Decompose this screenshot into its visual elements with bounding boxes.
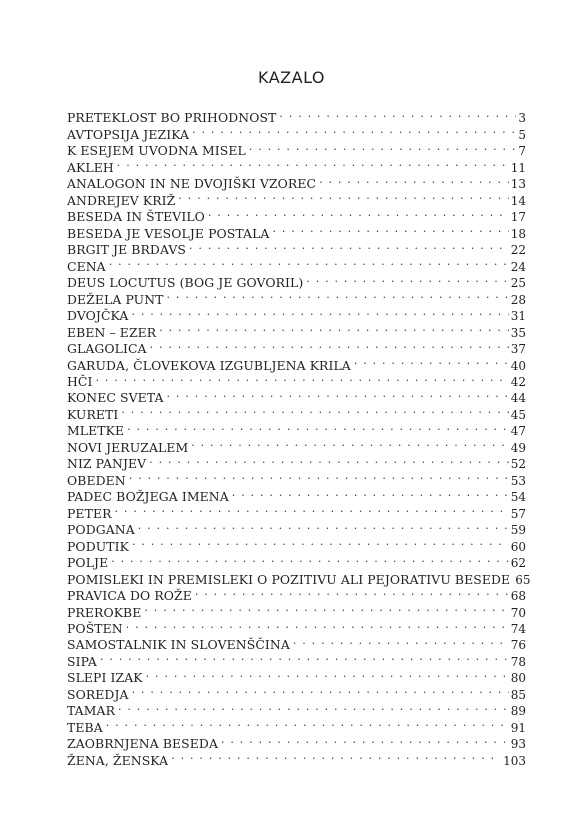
toc-entry-title: PODGANA xyxy=(67,522,135,538)
toc-entry xyxy=(67,320,526,340)
toc-entry-title: PREROKBE xyxy=(67,604,142,620)
toc-entry-title: BRGIT JE BRDAVS xyxy=(67,242,187,258)
toc-entry-title: ANALOGON IN NE DVOJIŠKI VZOREC xyxy=(67,176,317,192)
toc-entry-title: AVTOPSIJA JEZIKA xyxy=(67,126,190,142)
toc-entry-page-number: 80 xyxy=(510,671,526,686)
dot-leader xyxy=(195,584,509,600)
toc-entry xyxy=(67,485,526,505)
dot-leader xyxy=(221,732,509,748)
page-title: KAZALO xyxy=(258,68,325,87)
toc-entry-title: BESEDA IN ŠTEVILO xyxy=(67,209,205,225)
dot-leader xyxy=(129,468,509,484)
dot-leader xyxy=(208,205,509,221)
dot-leader xyxy=(149,452,508,468)
dot-leader xyxy=(167,287,509,303)
toc-entry xyxy=(67,633,526,653)
dot-leader xyxy=(127,419,509,435)
toc-entry-page-number: 70 xyxy=(510,605,526,620)
toc-entry-page-number: 31 xyxy=(510,309,526,324)
dot-leader xyxy=(232,485,509,501)
toc-entry-page-number: 14 xyxy=(510,193,526,208)
toc-entry xyxy=(67,649,526,669)
dot-leader xyxy=(354,353,509,369)
toc-entry xyxy=(67,682,526,702)
toc-entry-page-number: 3 xyxy=(518,111,526,126)
toc-entry-page-number: 25 xyxy=(510,276,526,291)
dot-leader xyxy=(191,435,508,451)
toc-entry xyxy=(67,666,526,686)
toc-entry xyxy=(67,370,526,389)
dot-leader xyxy=(146,666,509,682)
toc-entry-title: KURETI xyxy=(67,406,119,422)
dot-leader xyxy=(111,551,508,567)
toc-entry xyxy=(67,386,526,406)
toc-entry-page-number: 53 xyxy=(510,473,526,488)
toc-entry-title: POLJE xyxy=(67,555,109,571)
toc-entry xyxy=(67,419,526,439)
toc-entry xyxy=(67,567,531,587)
toc-entry-page-number: 35 xyxy=(510,325,526,340)
dot-leader xyxy=(132,534,509,550)
toc-entry-title: PETER xyxy=(67,505,112,521)
toc-entry-title: OBEDEN xyxy=(67,472,126,488)
toc-entry xyxy=(67,699,526,719)
toc-entry xyxy=(67,271,526,291)
toc-entry-title: GARUDA, ČLOVEKOVA IZGUBLJENA KRILA xyxy=(67,357,351,373)
toc-entry-title: EBEN – EZER xyxy=(67,324,157,340)
dot-leader xyxy=(293,633,509,649)
dot-leader xyxy=(192,122,516,138)
toc-entry xyxy=(67,435,526,455)
toc-entry-page-number: 18 xyxy=(510,226,526,241)
toc-entry-page-number: 17 xyxy=(510,210,526,225)
toc-entry xyxy=(67,551,526,571)
toc-entry-title: POŠTEN xyxy=(67,621,123,636)
dot-leader xyxy=(171,748,501,764)
toc-entry-title: DVOJČKA xyxy=(67,308,129,324)
dot-leader xyxy=(118,699,509,715)
dot-leader xyxy=(95,370,508,386)
toc-entry-page-number: 76 xyxy=(510,638,526,653)
dot-leader xyxy=(150,337,509,353)
toc-entry-title: GLAGOLICA xyxy=(67,341,147,357)
toc-entry xyxy=(67,254,526,274)
toc-entry-page-number: 78 xyxy=(510,654,526,669)
toc-entry-title: NIZ PANJEV xyxy=(67,456,147,472)
toc-entry-page-number: 24 xyxy=(510,259,526,274)
toc-entry-title: AKLEH xyxy=(67,159,114,175)
toc-entry-title: PRETEKLOST BO PRIHODNOST xyxy=(67,110,277,126)
toc-entry-title: CENA xyxy=(67,258,106,274)
toc-entry xyxy=(67,402,526,422)
toc-entry-title: ŽENA, ŽENSKA xyxy=(67,752,169,768)
toc-entry-page-number: 85 xyxy=(510,687,526,702)
dot-leader xyxy=(117,155,509,171)
dot-leader xyxy=(306,271,508,287)
toc-entry-title: POMISLEKI IN PREMISLEKI O POZITIVU ALI PEJORATIVU BESEDE xyxy=(67,571,511,587)
toc-entry xyxy=(67,518,526,538)
toc-entry xyxy=(67,155,526,175)
toc-entry-title: K ESEJEM UVODNA MISEL xyxy=(67,143,246,159)
dot-leader xyxy=(249,139,516,155)
toc-entry-title: BESEDA JE VESOLJE POSTALA xyxy=(67,225,270,241)
toc-entry-title: DEUS LOCUTUS (BOG JE GOVORIL) xyxy=(67,275,304,291)
toc-entry xyxy=(67,172,526,192)
dot-leader xyxy=(138,518,509,534)
dot-leader xyxy=(272,221,508,237)
toc-entry-page-number: 49 xyxy=(510,440,526,455)
toc-entry-title: SLEPI IZAK xyxy=(67,670,143,686)
dot-leader xyxy=(178,188,508,204)
toc-entry-title: DEŽELA PUNT xyxy=(67,291,164,307)
toc-entry-page-number: 60 xyxy=(510,539,526,554)
toc-entry-page-number: 103 xyxy=(503,753,526,768)
toc-entry-page-number: 68 xyxy=(510,589,526,604)
toc-entry-page-number: 52 xyxy=(510,457,526,472)
toc-entry-title: PADEC BOŽJEGA IMENA xyxy=(67,489,229,505)
dot-leader xyxy=(121,402,508,418)
dot-leader xyxy=(100,649,509,665)
toc-entry-title: SAMOSTALNIK IN SLOVENŠČINA xyxy=(67,637,290,653)
toc-entry-title: MLETKE xyxy=(67,423,125,439)
toc-entry-page-number: 47 xyxy=(510,424,526,439)
toc-entry xyxy=(67,732,526,752)
dot-leader xyxy=(319,172,509,188)
toc-entry-title: HČI xyxy=(67,373,93,389)
toc-entry-page-number: 11 xyxy=(510,160,526,175)
toc-entry-page-number: 22 xyxy=(510,243,526,258)
toc-entry xyxy=(67,534,526,554)
toc-entry-page-number: 74 xyxy=(510,622,526,636)
toc-entry xyxy=(67,106,526,126)
dot-leader xyxy=(279,106,516,122)
toc-entry-page-number: 57 xyxy=(510,506,526,521)
toc-entry-page-number: 54 xyxy=(510,490,526,505)
dot-leader xyxy=(144,600,508,616)
toc-entry xyxy=(67,617,526,636)
toc-entry-page-number: 93 xyxy=(510,737,526,752)
dot-leader xyxy=(106,715,509,731)
toc-entry-page-number: 40 xyxy=(510,358,526,373)
toc-entry-title: SIPA xyxy=(67,653,97,669)
dot-leader xyxy=(132,682,509,698)
dot-leader xyxy=(159,320,508,336)
toc-entry-title: ANDREJEV KRIŽ xyxy=(67,192,176,208)
toc-entry-title: KONEC SVETA xyxy=(67,390,164,406)
dot-leader xyxy=(109,254,509,270)
toc-entry-page-number: 7 xyxy=(518,144,526,159)
toc-entry-page-number: 91 xyxy=(510,720,526,735)
toc-entry-page-number: 37 xyxy=(510,342,526,357)
toc-entry-title: TAMAR xyxy=(67,703,115,719)
toc-entry-page-number: 89 xyxy=(510,704,526,719)
toc-entry-page-number: 59 xyxy=(510,523,526,538)
dot-leader xyxy=(126,617,509,633)
toc-entry-page-number: 5 xyxy=(518,127,526,142)
toc-entry-title: TEBA xyxy=(67,719,103,735)
toc-entry-page-number: 28 xyxy=(510,292,526,307)
toc-entry-title: PRAVICA DO ROŽE xyxy=(67,588,192,604)
dot-leader xyxy=(115,501,509,517)
table-of-contents xyxy=(67,106,531,768)
toc-entry-title: SOREDJA xyxy=(67,686,129,702)
toc-entry-page-number: 42 xyxy=(510,374,526,389)
toc-entry-page-number: 65 xyxy=(515,572,531,587)
toc-entry-page-number: 62 xyxy=(510,556,526,571)
dot-leader xyxy=(167,386,509,402)
toc-entry-page-number: 44 xyxy=(510,391,526,406)
toc-entry xyxy=(67,468,526,488)
toc-entry xyxy=(67,304,526,324)
toc-entry-title: ZAOBRNJENA BESEDA xyxy=(67,736,218,752)
toc-entry-title: NOVI JERUZALEM xyxy=(67,439,189,455)
toc-entry xyxy=(67,715,526,735)
dot-leader xyxy=(189,238,509,254)
toc-entry-title: PODUTIK xyxy=(67,538,129,554)
toc-entry-page-number: 13 xyxy=(510,177,526,192)
dot-leader xyxy=(131,304,508,320)
toc-entry xyxy=(67,501,526,521)
toc-entry-page-number: 45 xyxy=(510,407,526,422)
